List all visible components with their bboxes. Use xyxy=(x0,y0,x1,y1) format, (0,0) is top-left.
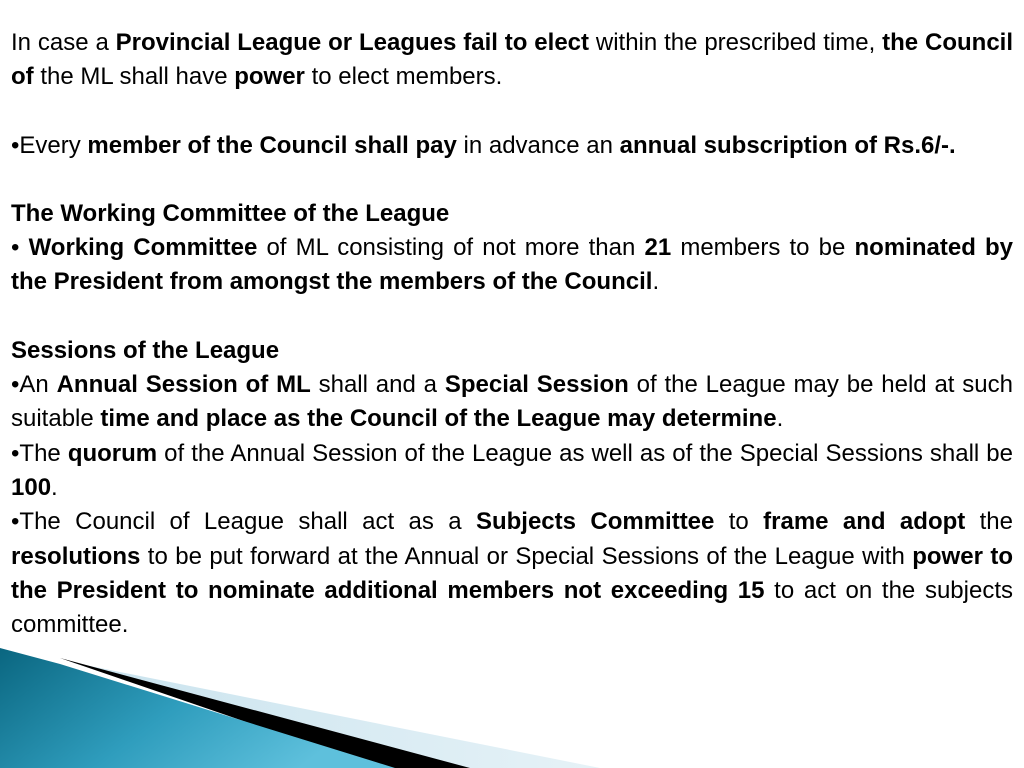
sessions-bullet-annual xyxy=(11,368,1013,437)
bullet-icon: • xyxy=(11,508,20,536)
spacer xyxy=(11,300,1013,334)
sessions-heading: Sessions of the League xyxy=(11,336,280,364)
emphasis: frame and adopt xyxy=(763,508,966,536)
text: the ML shall have xyxy=(33,63,235,91)
bullet-icon: • xyxy=(11,131,20,159)
text: of the Annual Session of the League as well as of the Special Sessions shall be xyxy=(157,439,1014,467)
text: . xyxy=(652,268,660,296)
text: Every xyxy=(19,131,88,159)
subscription-bullet xyxy=(11,129,1013,163)
text: . xyxy=(776,405,784,433)
emphasis: nominated by the President from amongst the members of the Council xyxy=(11,234,1014,296)
working-committee-bullet xyxy=(11,231,1013,300)
working-committee-heading: The Working Committee of the League xyxy=(11,199,450,227)
spacer xyxy=(11,163,1013,197)
sessions-bullet-subjects-committee xyxy=(11,505,1013,642)
emphasis: power xyxy=(234,63,305,91)
text: . xyxy=(51,473,58,501)
emphasis: annual subscription of Rs.6/-. xyxy=(619,131,956,159)
text: The Council of League shall act as a xyxy=(19,508,476,536)
emphasis: time and place as the Council of the League may determine xyxy=(100,405,777,433)
bullet-icon: • xyxy=(11,234,29,262)
text: within the prescribed time, xyxy=(589,29,883,56)
intro-paragraph xyxy=(11,26,1013,95)
emphasis: power to the President to nominate additional members not exceeding 15 xyxy=(11,542,1013,604)
spacer xyxy=(11,95,1013,129)
bullet-icon: • xyxy=(11,439,20,467)
text: In case a xyxy=(11,29,116,56)
emphasis: member of the Council shall pay xyxy=(87,131,457,159)
emphasis: Subjects Committee xyxy=(475,508,715,536)
text: to be put forward at the Annual or Special Sessions of the League with xyxy=(140,542,913,570)
text: members to be xyxy=(671,234,855,262)
emphasis: Working Committee xyxy=(28,234,258,262)
text: shall and a xyxy=(310,371,445,399)
emphasis: Provincial League or Leagues fail to elect xyxy=(115,29,590,56)
bullet-icon: • xyxy=(11,371,20,399)
teal-wedge xyxy=(0,648,395,768)
emphasis: Annual Session of ML xyxy=(56,371,311,399)
text: The xyxy=(19,439,68,467)
text: the xyxy=(965,508,1014,536)
text: of ML consisting of not more than xyxy=(257,234,645,262)
text: to act on the subjects committee. xyxy=(11,576,1013,639)
sessions-bullet-quorum xyxy=(11,437,1013,506)
emphasis: 100 xyxy=(11,473,52,501)
text: of the League may be held at such suitable xyxy=(11,371,1013,433)
text: to xyxy=(714,508,764,536)
emphasis: 21 xyxy=(644,234,672,262)
emphasis: quorum xyxy=(67,439,158,467)
emphasis: the Council of xyxy=(11,29,1014,91)
emphasis: resolutions xyxy=(11,542,141,570)
text: to elect members. xyxy=(304,63,503,91)
text: An xyxy=(19,371,57,399)
text: in advance an xyxy=(456,131,620,159)
emphasis: Special Session xyxy=(444,371,629,399)
slide-body xyxy=(11,26,1013,642)
